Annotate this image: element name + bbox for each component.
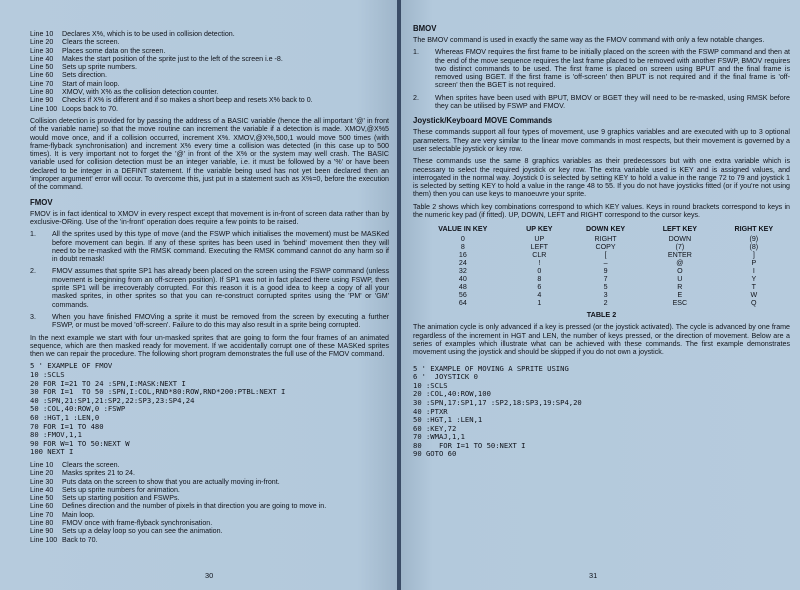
line-note: Line 60 Defines direction and the number of pixels in that direction you are going to move in. bbox=[30, 502, 327, 511]
page-number-left: 30 bbox=[205, 571, 214, 580]
key-table-row bbox=[413, 299, 793, 307]
key-table-cell: 0 bbox=[460, 235, 465, 244]
fmov-code-listing: 5 ' EXAMPLE OF FMOV 10 :SCLS 20 FOR I=21 TO 24 :SPN,I:MASK:NEXT I 30 FOR I=1 TO 50 :SPN,I:COL,RND*80:ROW,RND*200:PTBL:NEXT I 40 :SPN,21:SP1,21:SP2,22:SP3,23:SP4,24 50 :COL,40:ROW,0 :FSWP 60 :HGT,1 :LEN,0 70 FOR I=1 TO 480 80 :FMOV,1,1 90 FOR W=1 TO 50:NEXT W 100 NEXT I bbox=[30, 361, 286, 457]
key-table-cell: 5 bbox=[603, 283, 608, 292]
fmov-paragraph: FMOV is in fact identical to XMOV in every respect except that movement is in-front of screen data rather than by exclusive-ORing. Use of the 'in-front' operation does require a few points to be raised. bbox=[30, 209, 389, 226]
line-note: Line 30 Puts data on the screen to show that you are actually moving in-front. bbox=[30, 477, 280, 486]
line-note: Line 40 Makes the start position of the sprite just to the left of the screen i.e -8. bbox=[30, 54, 283, 63]
line-note: Line 60 Sets direction. bbox=[30, 71, 107, 80]
key-table bbox=[413, 225, 793, 307]
key-table-header-cell: RIGHT KEY bbox=[734, 225, 774, 234]
key-table-header-cell: UP KEY bbox=[526, 225, 553, 234]
left-page bbox=[0, 0, 397, 590]
key-table-cell: 48 bbox=[458, 283, 467, 292]
line-note: Line 10 Clears the screen. bbox=[30, 460, 120, 469]
key-table-cell: (9) bbox=[749, 235, 759, 244]
key-table-header bbox=[413, 225, 793, 235]
line-note: Line 100 Loops back to 70. bbox=[30, 104, 119, 113]
key-table-cell: I bbox=[752, 267, 755, 276]
joystick-paragraph-1: These commands support all four types of movement, use 9 graphics variables and are executed with up to 3 optional parameters. They are very similar to the linear move commands in most respects, but their movement is governed by a user selectable joystick or key row. bbox=[413, 128, 790, 153]
key-table-row bbox=[413, 251, 793, 259]
key-table-cell: ! bbox=[538, 259, 541, 268]
key-table-cell: 4 bbox=[537, 291, 542, 300]
key-table-header-cell: LEFT KEY bbox=[662, 225, 698, 234]
fmov-point: 3. When you have finished FMOVing a sprite it must be removed from the screen by executing a further FSWP, or must be moved 'off-screen'. Failure to do this may also result in a sprite being corrupted. bbox=[30, 312, 389, 330]
line-notes-top bbox=[30, 30, 389, 113]
key-table-cell: Y bbox=[751, 275, 757, 284]
key-table-cell: 2 bbox=[603, 299, 608, 308]
key-table-row bbox=[413, 259, 793, 267]
key-table-cell: 1 bbox=[537, 299, 542, 308]
bmov-heading: BMOV bbox=[413, 24, 437, 33]
fmov-point: 1. All the sprites used by this type of move (and the FSWP which initialises the movement) must be MASKed before movement can begin. If any of these sprites has been used in 'behind' movement then they will need to be re-masked with the RMSK command. Executing the RMSK command cannot do any harm so if in doubt remask! bbox=[30, 230, 389, 264]
line-note: Line 50 Sets up sprite numbers. bbox=[30, 63, 137, 72]
key-table-row bbox=[413, 275, 793, 283]
key-table-cell: 3 bbox=[603, 291, 608, 300]
key-table-cell: 0 bbox=[537, 267, 542, 276]
right-page bbox=[401, 0, 800, 590]
key-table-cell: – bbox=[603, 259, 608, 268]
key-table-cell: COPY bbox=[595, 243, 616, 252]
table-caption: TABLE 2 bbox=[586, 310, 617, 320]
line-note: Line 80 XMOV, with X% as the collision detection counter. bbox=[30, 88, 219, 97]
key-table-cell: (8) bbox=[749, 243, 759, 252]
key-table-cell: RIGHT bbox=[594, 235, 617, 244]
key-table-cell: CLR bbox=[532, 251, 547, 260]
line-note: Line 50 Sets up starting position and FSWPs. bbox=[30, 494, 180, 503]
joystick-paragraph-3: Table 2 shows which key combinations correspond to which KEY values. Keys in round brackets correspond to keys in the numeric key pad (if fitted). UP, DOWN, LEFT and RIGHT correspond to the cursor keys. bbox=[413, 202, 790, 220]
line-note: Line 90 Sets up a delay loop so you can see the animation. bbox=[30, 527, 223, 536]
line-note: Line 10 Declares X%, which is to be used in collision detection. bbox=[30, 30, 235, 38]
key-table-cell: 7 bbox=[603, 275, 608, 284]
key-table-cell: R bbox=[677, 283, 683, 292]
line-note: Line 90 Checks if X% is different and if so makes a short beep and resets X% back to 0. bbox=[30, 96, 313, 105]
key-table-cell: ] bbox=[752, 251, 755, 260]
joystick-paragraph-2: These commands use the same 8 graphics variables as their predecessors but with one extra variable which is necessary to select the required joystick or key row. The extra variable used is KEY and is assigned values, and interrogated in the normal way. Joystick 0 is selected by setting KEY to hold a value in the range 72 to 79 and joystick 1 is selected by setting KEY to hold a value in the range 48 to 55. If you do not have joysticks fitted (or if you're not using them) then you can use keys to manoeuvre your sprite. bbox=[413, 157, 790, 199]
key-table-cell: ESC bbox=[672, 299, 688, 308]
key-table-cell: 6 bbox=[537, 283, 542, 292]
key-table-row bbox=[413, 243, 793, 251]
key-table-cell: ENTER bbox=[667, 251, 692, 260]
key-table-cell: 64 bbox=[458, 299, 467, 308]
page-number-right: 31 bbox=[589, 571, 598, 580]
key-table-cell: Q bbox=[751, 299, 757, 308]
joystick-code-listing: 5 ' EXAMPLE OF MOVING A SPRITE USING 6 ' JOYSTICK 0 10 :SCLS 20 :COL,40:ROW,100 30 :SPN,17:SP1,17 :SP2,18:SP3,19:SP4,20 40 :PTXR 50 :HGT,1 :LEN,1 60 :KEY,72 70 :WMAJ,1,1 80 FOR I=1 TO 50:NEXT I 90 GOTO 60 bbox=[413, 363, 582, 459]
key-table-cell: 32 bbox=[458, 267, 467, 276]
key-table-row bbox=[413, 235, 793, 243]
key-table-cell: [ bbox=[604, 251, 607, 260]
joystick-heading: Joystick/Keyboard MOVE Commands bbox=[413, 116, 553, 126]
key-table-cell: LEFT bbox=[530, 243, 548, 252]
key-table-cell: U bbox=[677, 275, 683, 284]
fmov-heading: FMOV bbox=[30, 197, 53, 207]
key-table-cell: W bbox=[750, 291, 758, 300]
key-table-cell: DOWN bbox=[668, 235, 692, 244]
bmov-point: 1. Whereas FMOV requires the first frame to be initially placed on the screen with the FSWP command and then at the end of the move sequence requires the last frame placed to be removed with another FSWP, BMOV requires two distinct commands to be used. The first frame is placed on screen using BPUT and the final frame is removed using BGET. If the first frame is 'off-screen' then BPUT is not required and if the final frame is 'off-screen' then the BGET is not required. bbox=[413, 48, 790, 90]
key-table-cell: 8 bbox=[460, 243, 465, 252]
animation-paragraph: The animation cycle is only advanced if a key is pressed (or the joystick activated). The cycle is advanced by one frame regardless of the increment in HGT and LEN, the number of keys pressed, or the direction of movement. Below are a series of examples which illustrate what can be achieved with these commands. The first example demonstrates movement using the joystick and should be skipped if you do not own a joystick. bbox=[413, 323, 790, 357]
key-table-cell: 9 bbox=[603, 267, 608, 276]
key-table-cell: @ bbox=[676, 259, 684, 268]
bmov-paragraph: The BMOV command is used in exactly the same way as the FMOV command with only a few notable changes. bbox=[413, 36, 765, 44]
key-table-cell: 8 bbox=[537, 275, 542, 284]
key-table-cell: (7) bbox=[675, 243, 685, 252]
key-table-cell: UP bbox=[534, 235, 545, 244]
line-note: Line 20 Masks sprites 21 to 24. bbox=[30, 469, 135, 478]
key-table-header-cell: VALUE IN KEY bbox=[438, 225, 488, 234]
key-table-cell: O bbox=[677, 267, 683, 276]
key-table-row bbox=[413, 267, 793, 275]
line-note: Line 40 Sets up sprite numbers for animation. bbox=[30, 485, 180, 494]
collision-paragraph: Collision detection is provided for by passing the address of a BASIC variable (hence the all important '@' in front of the variable name) so that the move routine can increment the variable if a detection is made. XMOV,@X%5 would move once, and if a collision occurred, increment X%. XMOV,@X%,500,1 would move 500 times (with frame-flyback synchronisation) and increment X% every time a collision was detected (in this case up to 500 times). It is very important not to forget the '@' in front of the X% or the system may well crash. The BASIC variable used for collision detection must be an integer variable, i.e. it must be followed by a '%' or have been declared to be integer in a DEFINT statement. If the variable being used has not yet been declared then an 'improper argument' error will occur. To overcome this, just put in a statement such as X%=0, before the execution of the command. bbox=[30, 116, 389, 192]
fmov-point: 2. FMOV assumes that sprite SP1 has already been placed on the screen using the FSWP command (unless movement is beginning from an off-screen position). If SP1 was not in fact placed there using FSWP, then sprite SP1 will be irrecoverably corrupted. For this reason it is a good idea to keep a copy of all your masked sprites, in other sprites so that you can re-construct corrupted sprites using the 'PM' or 'GM' commands. bbox=[30, 267, 389, 309]
line-note: Line 20 Clears the screen. bbox=[30, 38, 120, 47]
key-table-cell: 16 bbox=[458, 251, 467, 260]
key-table-cell: 56 bbox=[458, 291, 467, 300]
bmov-point: 2. When sprites have been used with BPUT, BMOV or BGET they will need to be re-masked, using RMSK before they can be utilised by FSWP and FMOV. bbox=[413, 93, 790, 111]
key-table-cell: T bbox=[751, 283, 756, 292]
key-table-cell: 24 bbox=[458, 259, 467, 268]
key-table-row bbox=[413, 283, 793, 291]
key-table-cell: P bbox=[751, 259, 757, 268]
line-note: Line 30 Places some data on the screen. bbox=[30, 46, 166, 55]
line-note: Line 80 FMOV once with frame-flyback synchronisation. bbox=[30, 519, 213, 527]
key-table-cell: E bbox=[677, 291, 683, 300]
example-paragraph: In the next example we start with four un-masked sprites that are going to form the four frames of an animated sequence, which are then masked ready for movement. If we accidentally corrupt one of these MASKed sprites then we can repair the procedure. The following short program demonstrates the full use of the FMOV command. bbox=[30, 333, 389, 359]
key-table-cell: 40 bbox=[458, 275, 467, 284]
line-note: Line 70 Start of main loop. bbox=[30, 79, 120, 88]
line-note: Line 70 Main loop. bbox=[30, 510, 95, 519]
key-table-row bbox=[413, 291, 793, 299]
line-notes-bottom bbox=[30, 461, 389, 544]
line-note: Line 100 Back to 70. bbox=[30, 535, 98, 544]
key-table-header-cell: DOWN KEY bbox=[586, 225, 626, 234]
